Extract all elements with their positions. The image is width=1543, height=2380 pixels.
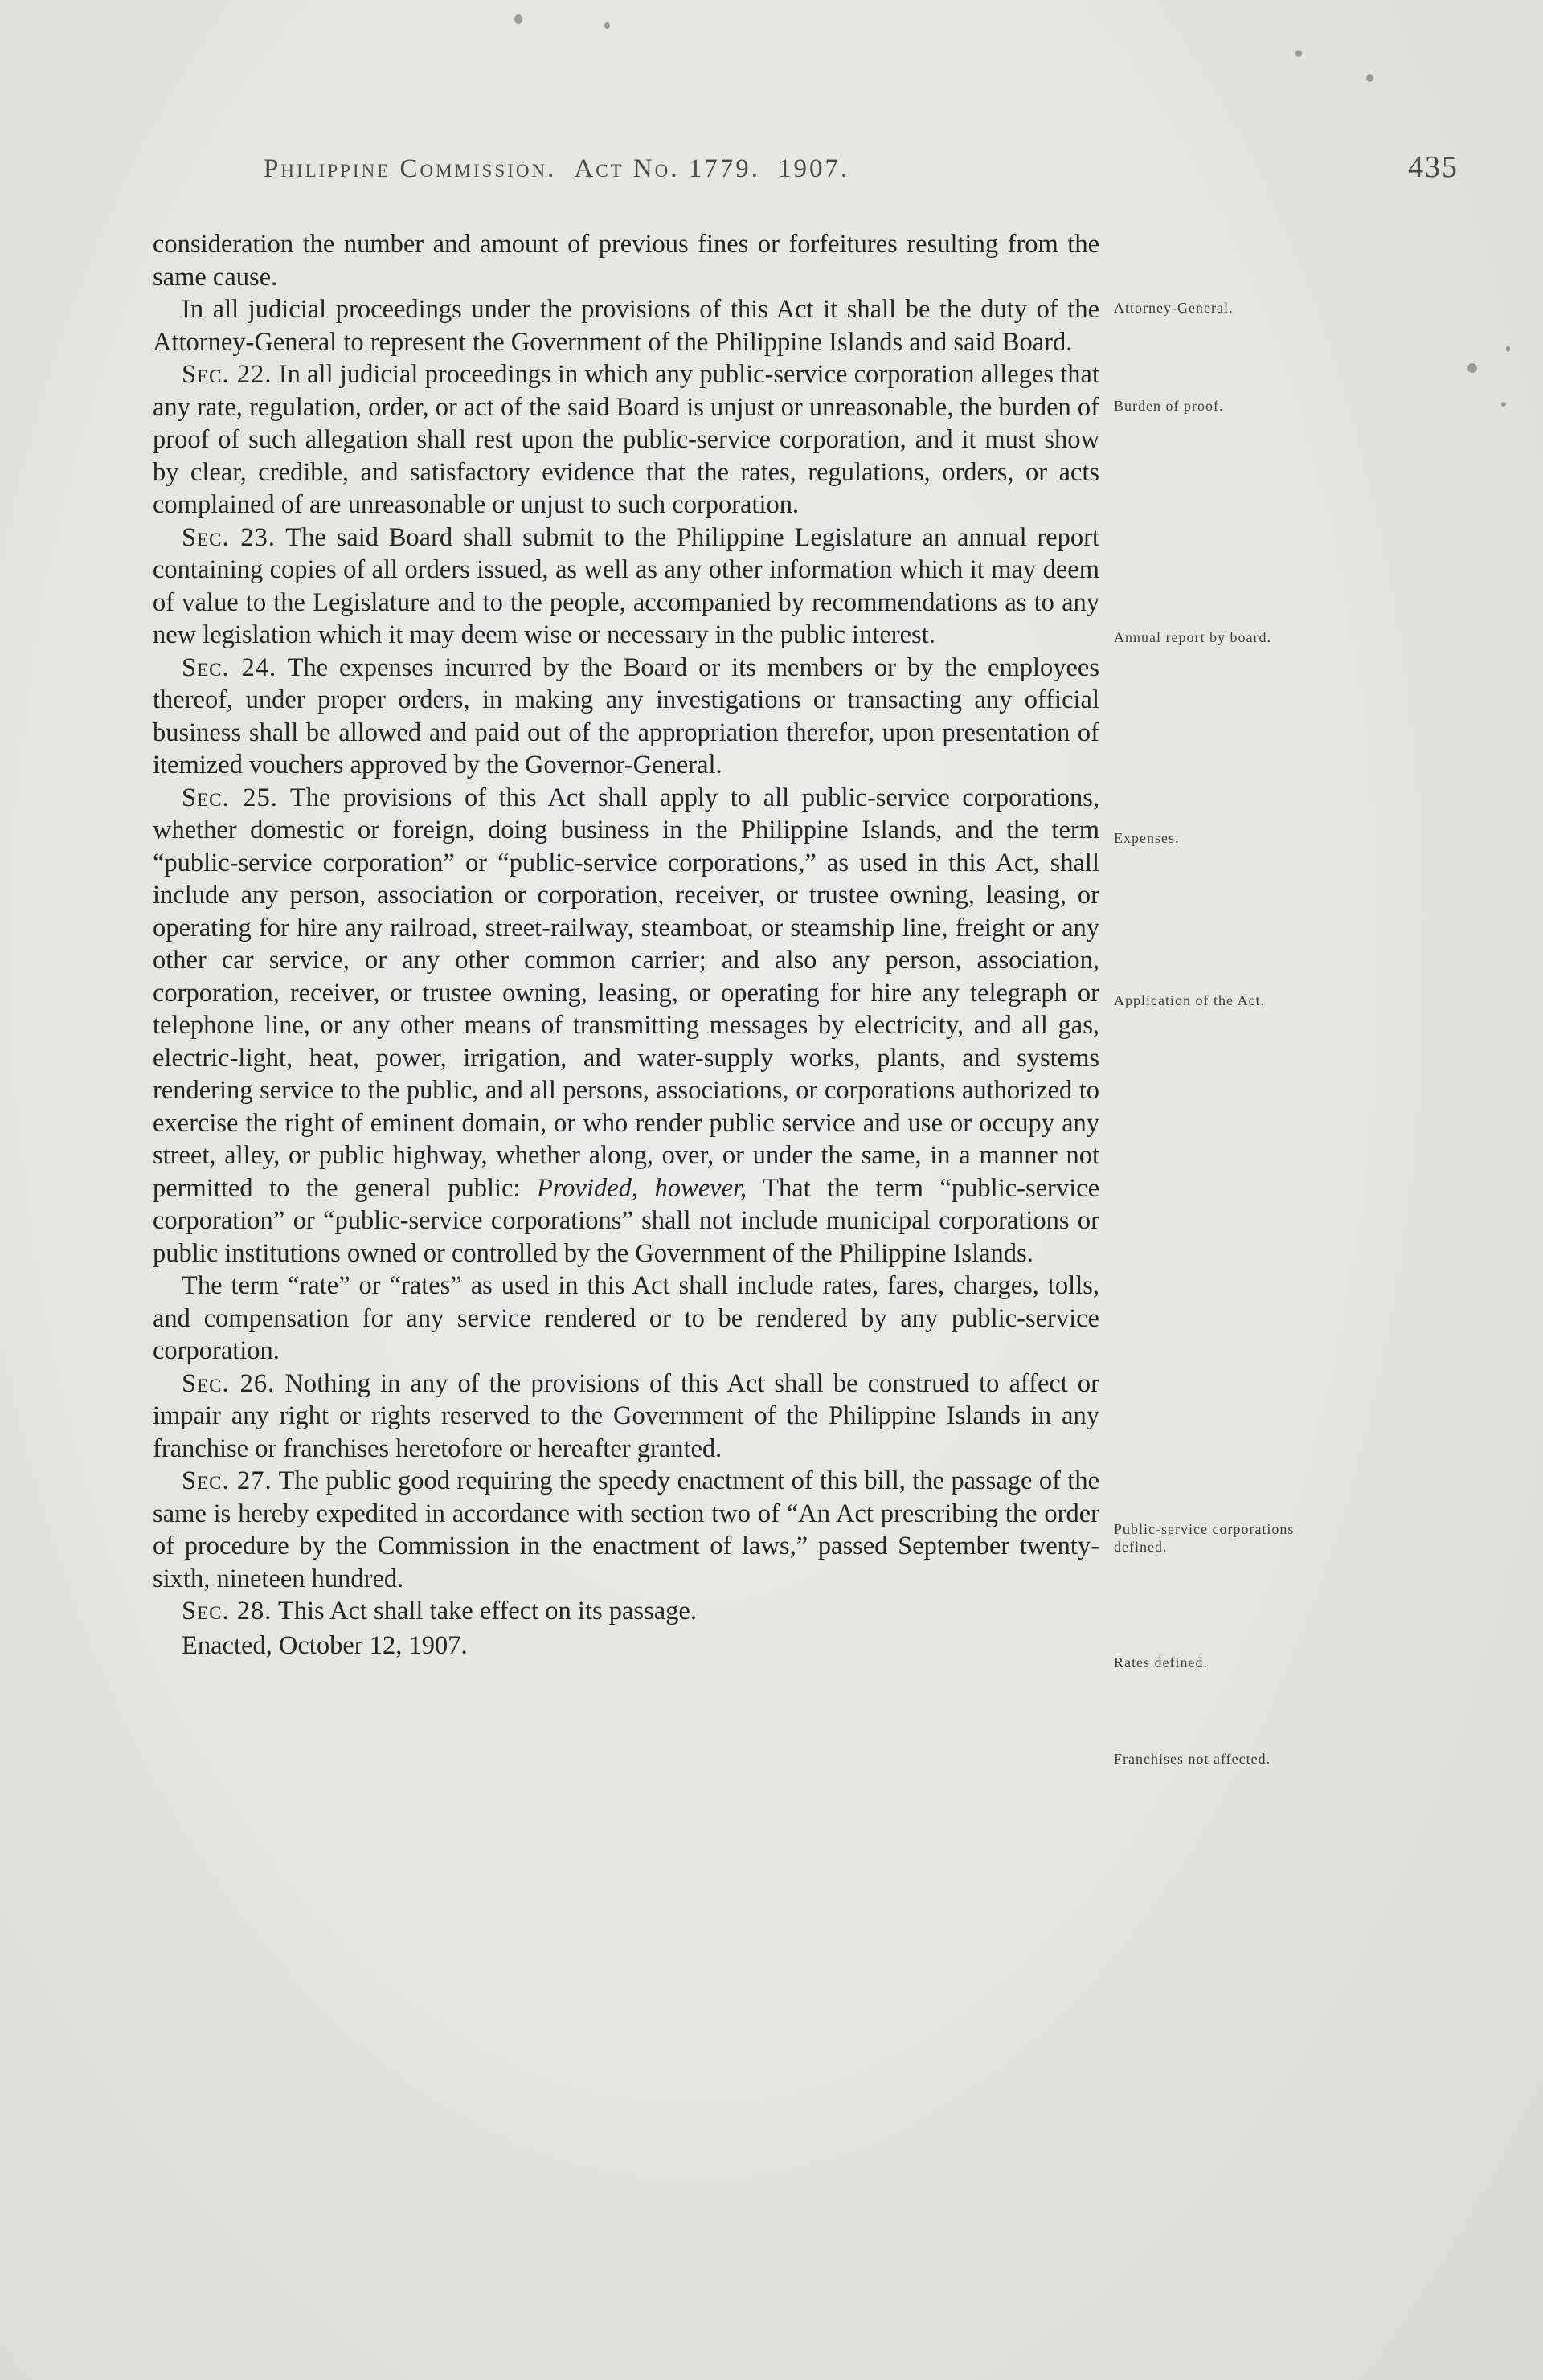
running-head-act: Act No. 1779. bbox=[574, 154, 761, 183]
paragraph-text-tail: That the term “public-service corporation” or “public-service corporations” shall not include municipal corporations or public institutions owned or controlled by the Government of the Philippine Islands. bbox=[153, 1173, 1099, 1268]
paragraph-italic-proviso: Provided, however, bbox=[537, 1173, 747, 1203]
section-number: Sec. 23. bbox=[182, 522, 276, 552]
paragraph-text: Enacted, October 12, 1907. bbox=[182, 1630, 468, 1660]
paragraph-text: Nothing in any of the provisions of this Act shall be construed to affect or impair any right or rights reserved to the Government of the Philippine Islands in any franchise or franchises heretofore or hereafter granted. bbox=[153, 1368, 1099, 1463]
section-number: Sec. 22. bbox=[182, 360, 272, 389]
scan-speck bbox=[604, 22, 610, 29]
margin-note-attorney-general: Attorney-General. bbox=[1114, 300, 1234, 316]
margin-note-burden-of-proof: Burden of proof. bbox=[1114, 398, 1224, 414]
section-number: Sec. 24. bbox=[182, 652, 277, 682]
paragraph-text: This Act shall take effect on its passage. bbox=[277, 1597, 697, 1626]
paragraph-text: In all judicial proceedings in which any public-service corporation alleges that any rate, regulation, order, or act of the said Board is unjust or unreasonable, the burden of proof of such allegation shall rest upon the public-service corporation, and it must show by clear, credible, and satisfactory evidence that the rates, regulations, orders, or acts complained of are unreasonable or unjust to such corporation. bbox=[153, 360, 1100, 519]
paragraph-sec-28 bbox=[153, 1595, 1099, 1628]
margin-note-annual-report: Annual report by board. bbox=[1114, 629, 1271, 645]
section-number: Sec. 28. bbox=[182, 1597, 272, 1626]
scan-speck bbox=[1506, 346, 1510, 352]
margin-note-public-service-defined: Public-service corporations defined. bbox=[1114, 1521, 1295, 1555]
paragraph-text: The said Board shall submit to the Philippine Legislature an annual report containing copies of all orders issued, as well as any other information which it may deem of value to the Legislature and to the people, accompanied by recommendations as to any new legislation which it may deem wise or necessary in the public interest. bbox=[153, 522, 1100, 649]
paragraph-text: The term “rate” or “rates” as used in this Act shall include rates, fares, charges, tolls, and compensation for any service rendered or to be rendered by any public-service corporation. bbox=[153, 1271, 1099, 1365]
paragraph-sec-26 bbox=[153, 1368, 1099, 1466]
section-number: Sec. 27. bbox=[182, 1466, 272, 1495]
paragraph-text: consideration the number and amount of previous fines or forfeitures resulting from the same cause. bbox=[153, 230, 1099, 292]
margin-note-rates-defined: Rates defined. bbox=[1114, 1654, 1208, 1670]
paragraph-sec-24 bbox=[153, 652, 1099, 782]
paragraph-rates bbox=[153, 1270, 1099, 1368]
running-head-title: Philippine Commission. bbox=[264, 154, 557, 183]
margin-note-application: Application of the Act. bbox=[1114, 992, 1265, 1008]
paragraph-text: The public good requiring the speedy enactment of this bill, the passage of the same is hereby expedited in accordance with section two of “An Act prescribing the order of procedure by the Commission in the enactment of laws,” passed September twenty-sixth, nineteen hundred. bbox=[153, 1466, 1099, 1593]
paragraph-sec-27 bbox=[153, 1465, 1099, 1595]
paragraph-text: The expenses incurred by the Board or its members or by the employees thereof, under proper orders, in making any investigations or transacting any official business shall be allowed and paid out of the appropriation therefor, upon presentation of itemized vouchers approved by the Governor-General. bbox=[153, 652, 1100, 779]
scan-speck bbox=[1467, 363, 1477, 373]
scan-speck bbox=[1295, 50, 1302, 57]
margin-note-franchises: Franchises not affected. bbox=[1114, 1751, 1271, 1767]
scan-speck bbox=[1501, 402, 1506, 407]
running-head-year: 1907. bbox=[778, 154, 850, 183]
scan-speck bbox=[1366, 74, 1373, 82]
section-number: Sec. 26. bbox=[182, 1368, 276, 1398]
paragraph-text: In all judicial proceedings under the provisions of this Act it shall be the duty of the Attorney-General to represent the Government of the Philippine Islands and said Board. bbox=[153, 295, 1099, 357]
paragraph-sec-22 bbox=[153, 358, 1099, 521]
paragraph-continuation bbox=[153, 228, 1099, 293]
paragraph-sec-25 bbox=[153, 782, 1099, 1270]
enactment-line bbox=[153, 1630, 1099, 1662]
paragraph-sec-23 bbox=[153, 521, 1099, 652]
scan-speck bbox=[514, 14, 522, 24]
margin-note-expenses: Expenses. bbox=[1114, 830, 1180, 846]
section-number: Sec. 25. bbox=[182, 783, 278, 812]
running-head bbox=[264, 154, 849, 184]
paragraph-text: The provisions of this Act shall apply to all public-service corporations, whether domestic or foreign, doing business in the Philippine Islands, and the term “public-service corporation” or “public-service corporations,” as used in this Act, shall include any person, association or corporation, receiver, or trustee owning, leasing, or operating for hire any railroad, street-railway, steamboat, or steamship line, freight or any other car service, or any other common carrier; and also any person, association, corporation, receiver, or trustee owning, leasing, or operating for hire any telegraph or telephone line, or any other means of transmitting messages by electricity, and all gas, electric-light, heat, power, irrigation, and water-supply works, plants, and systems rendering service to the public, and all persons, associations, or corporations authorized to exercise the right of eminent domain, or who render public service and use or occupy any street, alley, or public highway, whether along, over, or under the same, in a manner not permitted to the general public: bbox=[153, 783, 1099, 1203]
paragraph-attorney-general bbox=[153, 293, 1099, 358]
body-text bbox=[153, 228, 1099, 1662]
page-number: 435 bbox=[1408, 150, 1459, 184]
